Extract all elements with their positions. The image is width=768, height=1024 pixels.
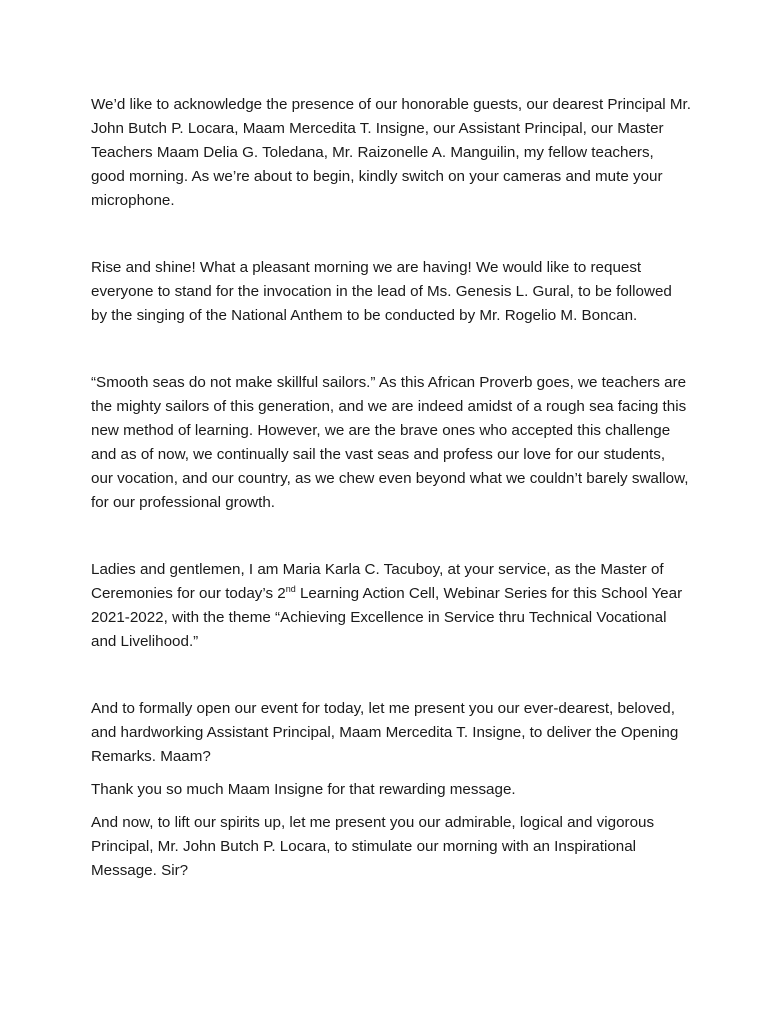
paragraph-introduction (91, 558, 691, 654)
paragraph-inspirational-message: And now, to lift our spirits up, let me present you our admirable, logical and vigorous Principal, Mr. John Butch P. Locara, to stimulate our morning with an Inspirational Message. Sir? (91, 814, 655, 879)
ordinal-suffix: nd (285, 583, 296, 594)
paragraph-acknowledgement: We’d like to acknowledge the presence of our honorable guests, our dearest Principal Mr. John Butch P. Locara, Maam Mercedita T. Insigne, our Assistant Principal, our Master Teachers Maam Delia G. Toledana, Mr. Raizonelle A. Manguilin, my fellow teachers, good morning. As we’re about to begin, kindly switch on your cameras and mute your microphone. (91, 96, 691, 209)
paragraph-thank-you: Thank you so much Maam Insigne for that rewarding message. (91, 781, 516, 798)
introduction-text-before: Ladies and gentlemen, I am Maria Karla C. Tacuboy, at your service, as the Master of Ceremonies for our today’s 2 (91, 561, 664, 602)
paragraph-invocation: Rise and shine! What a pleasant morning we are having! We would like to request everyone to stand for the invocation in the lead of Ms. Genesis L. Gural, to be followed by the singing of the National Anthem to be conducted by Mr. Rogelio M. Boncan. (91, 259, 672, 324)
paragraph-proverb: “Smooth seas do not make skillful sailors.” As this African Proverb goes, we teachers are the mighty sailors of this generation, and we are indeed amidst of a rough sea facing this new method of learning. However, we are the brave ones who accepted this challenge and as of now, we continually sail the vast seas and profess our love for our students, our vocation, and our country, as we chew even beyond what we couldn’t barely swallow, for our professional growth. (91, 374, 689, 511)
paragraph-opening-remarks: And to formally open our event for today, let me present you our ever-dearest, beloved, and hardworking Assistant Principal, Maam Mercedita T. Insigne, to deliver the Opening Remarks. Maam? (91, 700, 679, 765)
document-body (91, 93, 691, 883)
introduction-text-after: Learning Action Cell, Webinar Series for this School Year 2021-2022, with the theme “Achieving Excellence in Service thru Technical Vocational and Livelihood.” (91, 585, 683, 650)
